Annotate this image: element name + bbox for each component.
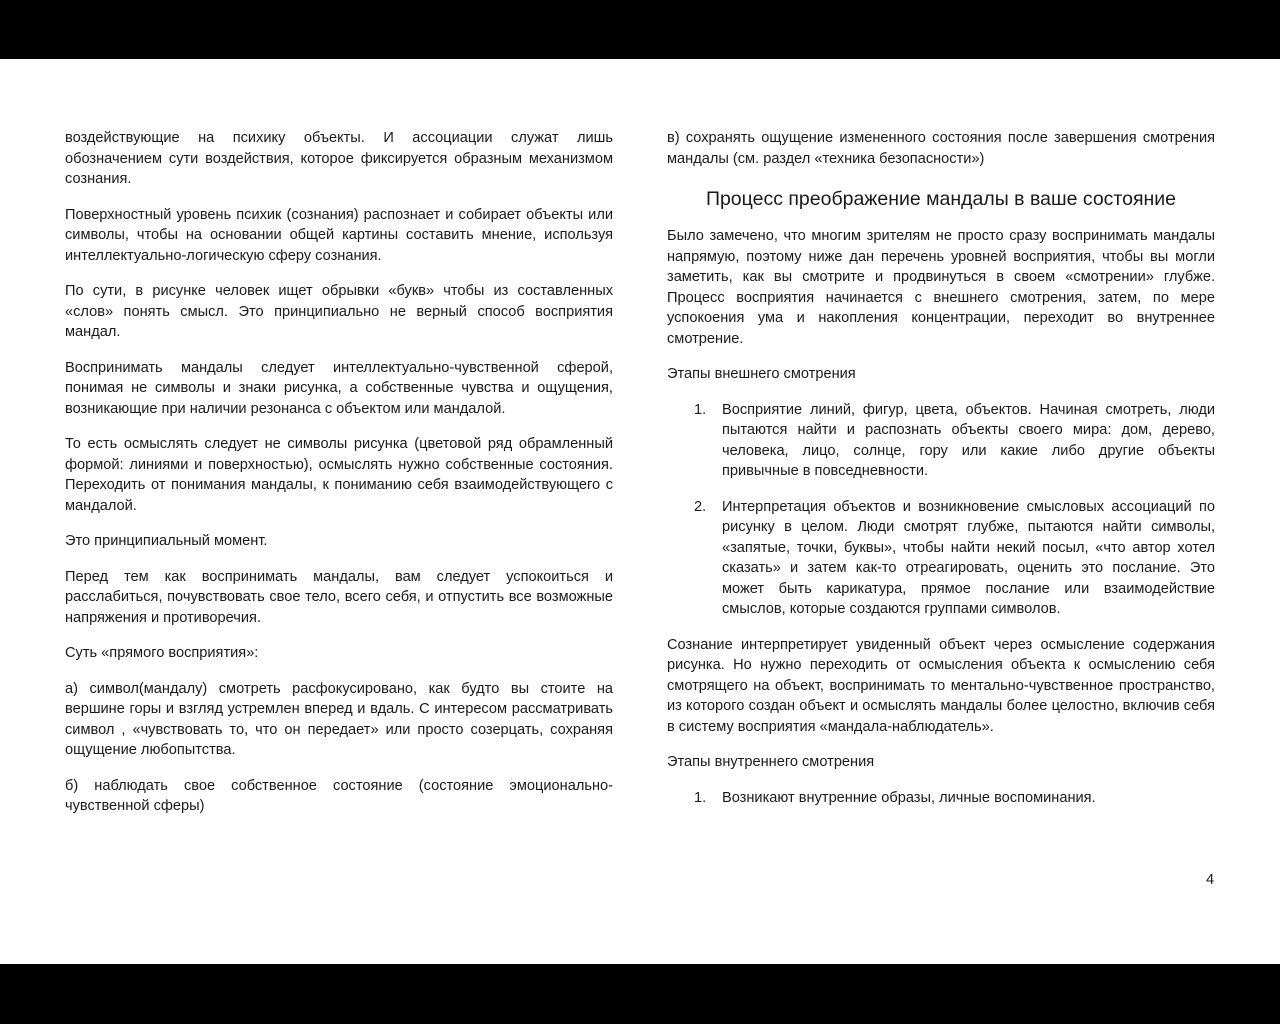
list-item [667, 497, 1215, 620]
paragraph: Суть «прямого восприятия»: [65, 645, 259, 661]
paragraph: По сути, в рисунке человек ищет обрывки «букв» чтобы из составленных «слов» понять смысл. Это принципиально не верный способ восприятия мандал. [65, 283, 613, 340]
list-item [667, 788, 1215, 809]
list-number: 1. [694, 401, 707, 418]
list-number: 1. [694, 789, 707, 806]
list-item-text: Восприятие линий, фигур, цвета, объектов. Начиная смотреть, люди пытаются найти и распознать объекты своего мира: дом, дерево, человека, лицо, солнце, гору или какие либо другие объекты привычные в повседневности. [722, 401, 1215, 479]
paragraph: Это принципиальный момент. [65, 533, 268, 549]
subsection-title: Этапы внутреннего смотрения [667, 754, 875, 770]
paragraph: Перед тем как воспринимать мандалы, вам следует успокоиться и расслабиться, почувствовать свое тело, всего себя, и отпустить все возможные напряжения и противоречия. [65, 568, 613, 626]
list-item-text: Возникают внутренние образы, личные воспоминания. [722, 789, 1096, 806]
left-column [65, 128, 613, 832]
paragraph: а) символ(мандалу) смотреть расфокусировано, как будто вы стоите на вершине горы и взгляд устремлен вперед и вдаль. С интересом рассматривать символ , «чувствовать то, что он передает» или просто созерцать, сохраняя ощущение любопытства. [65, 680, 613, 758]
paragraph: То есть осмыслять следует не символы рисунка (цветовой ряд обрамленный формой: линиями и поверхностью), осмыслять нужно собственные состояния. Переходить от понимания мандалы, к пониманию себя взаимодействующего с мандалой. [65, 436, 613, 514]
paragraph: воздействующие на психику объекты. И ассоциации служат лишь обозначением сути воздействия, которое фиксируется образным механизмом сознания. [65, 130, 613, 187]
list-item [667, 400, 1215, 482]
internal-stages-list [667, 788, 1215, 809]
paragraph: Поверхностный уровень психик (сознания) распознает и собирает объекты или символы, чтобы на основании общей картины составить мнение, используя интеллектуально-логическую сферу сознания. [65, 206, 613, 264]
section-heading: Процесс преображение мандалы в ваше состояние [705, 188, 1177, 210]
external-stages-list [667, 400, 1215, 620]
paragraph: б) наблюдать свое собственное состояние (состояние эмоционально-чувственной сферы) [65, 777, 613, 814]
paragraph: Сознание интерпретирует увиденный объект через осмысление содержания рисунка. Но нужно переходить от осмысления объекта к осмыслению себя смотрящего на объект, воспринимать то ментально-чувственное пространство, из которого создан объект и осмыслять мандалы более целостно, включив себя в систему восприятия «мандала-наблюдатель». [667, 636, 1215, 735]
page-number: 4 [1206, 872, 1215, 888]
document-page [0, 59, 1280, 964]
paragraph: Воспринимать мандалы следует интеллектуально-чувственной сферой, понимая не символы и знаки рисунка, а собственные чувства и ощущения, возникающие при наличии резонанса с объектом или мандалой. [65, 359, 613, 417]
paragraph: Было замечено, что многим зрителям не просто сразу воспринимать мандалы напрямую, поэтому ниже дан перечень уровней восприятия, чтобы вы могли заметить, как вы смотрите и продвинуться в своем «смотрении» глубже. Процесс восприятия начинается с внешнего смотрения, затем, по мере успокоения ума и накопления концентрации, переходит во внутреннее смотрение. [667, 228, 1215, 347]
list-item-text: Интерпретация объектов и возникновение смысловых ассоциаций по рисунку в целом. Люди смотрят глубже, пытаются найти символы, «запятые, точки, буквы», чтобы найти некий посыл, «что автор хотел сказать» и затем как-то отреагировать, оценить это послание. Это может быть карикатура, прямое послание или взаимодействие смыслов, которые создаются группами символов. [722, 498, 1215, 617]
right-column [667, 128, 1215, 823]
subsection-title: Этапы внешнего смотрения [667, 366, 856, 382]
list-number: 2. [694, 498, 707, 515]
paragraph: в) сохранять ощущение измененного состояния после завершения смотрения мандалы (см. раздел «техника безопасности») [667, 130, 1215, 167]
